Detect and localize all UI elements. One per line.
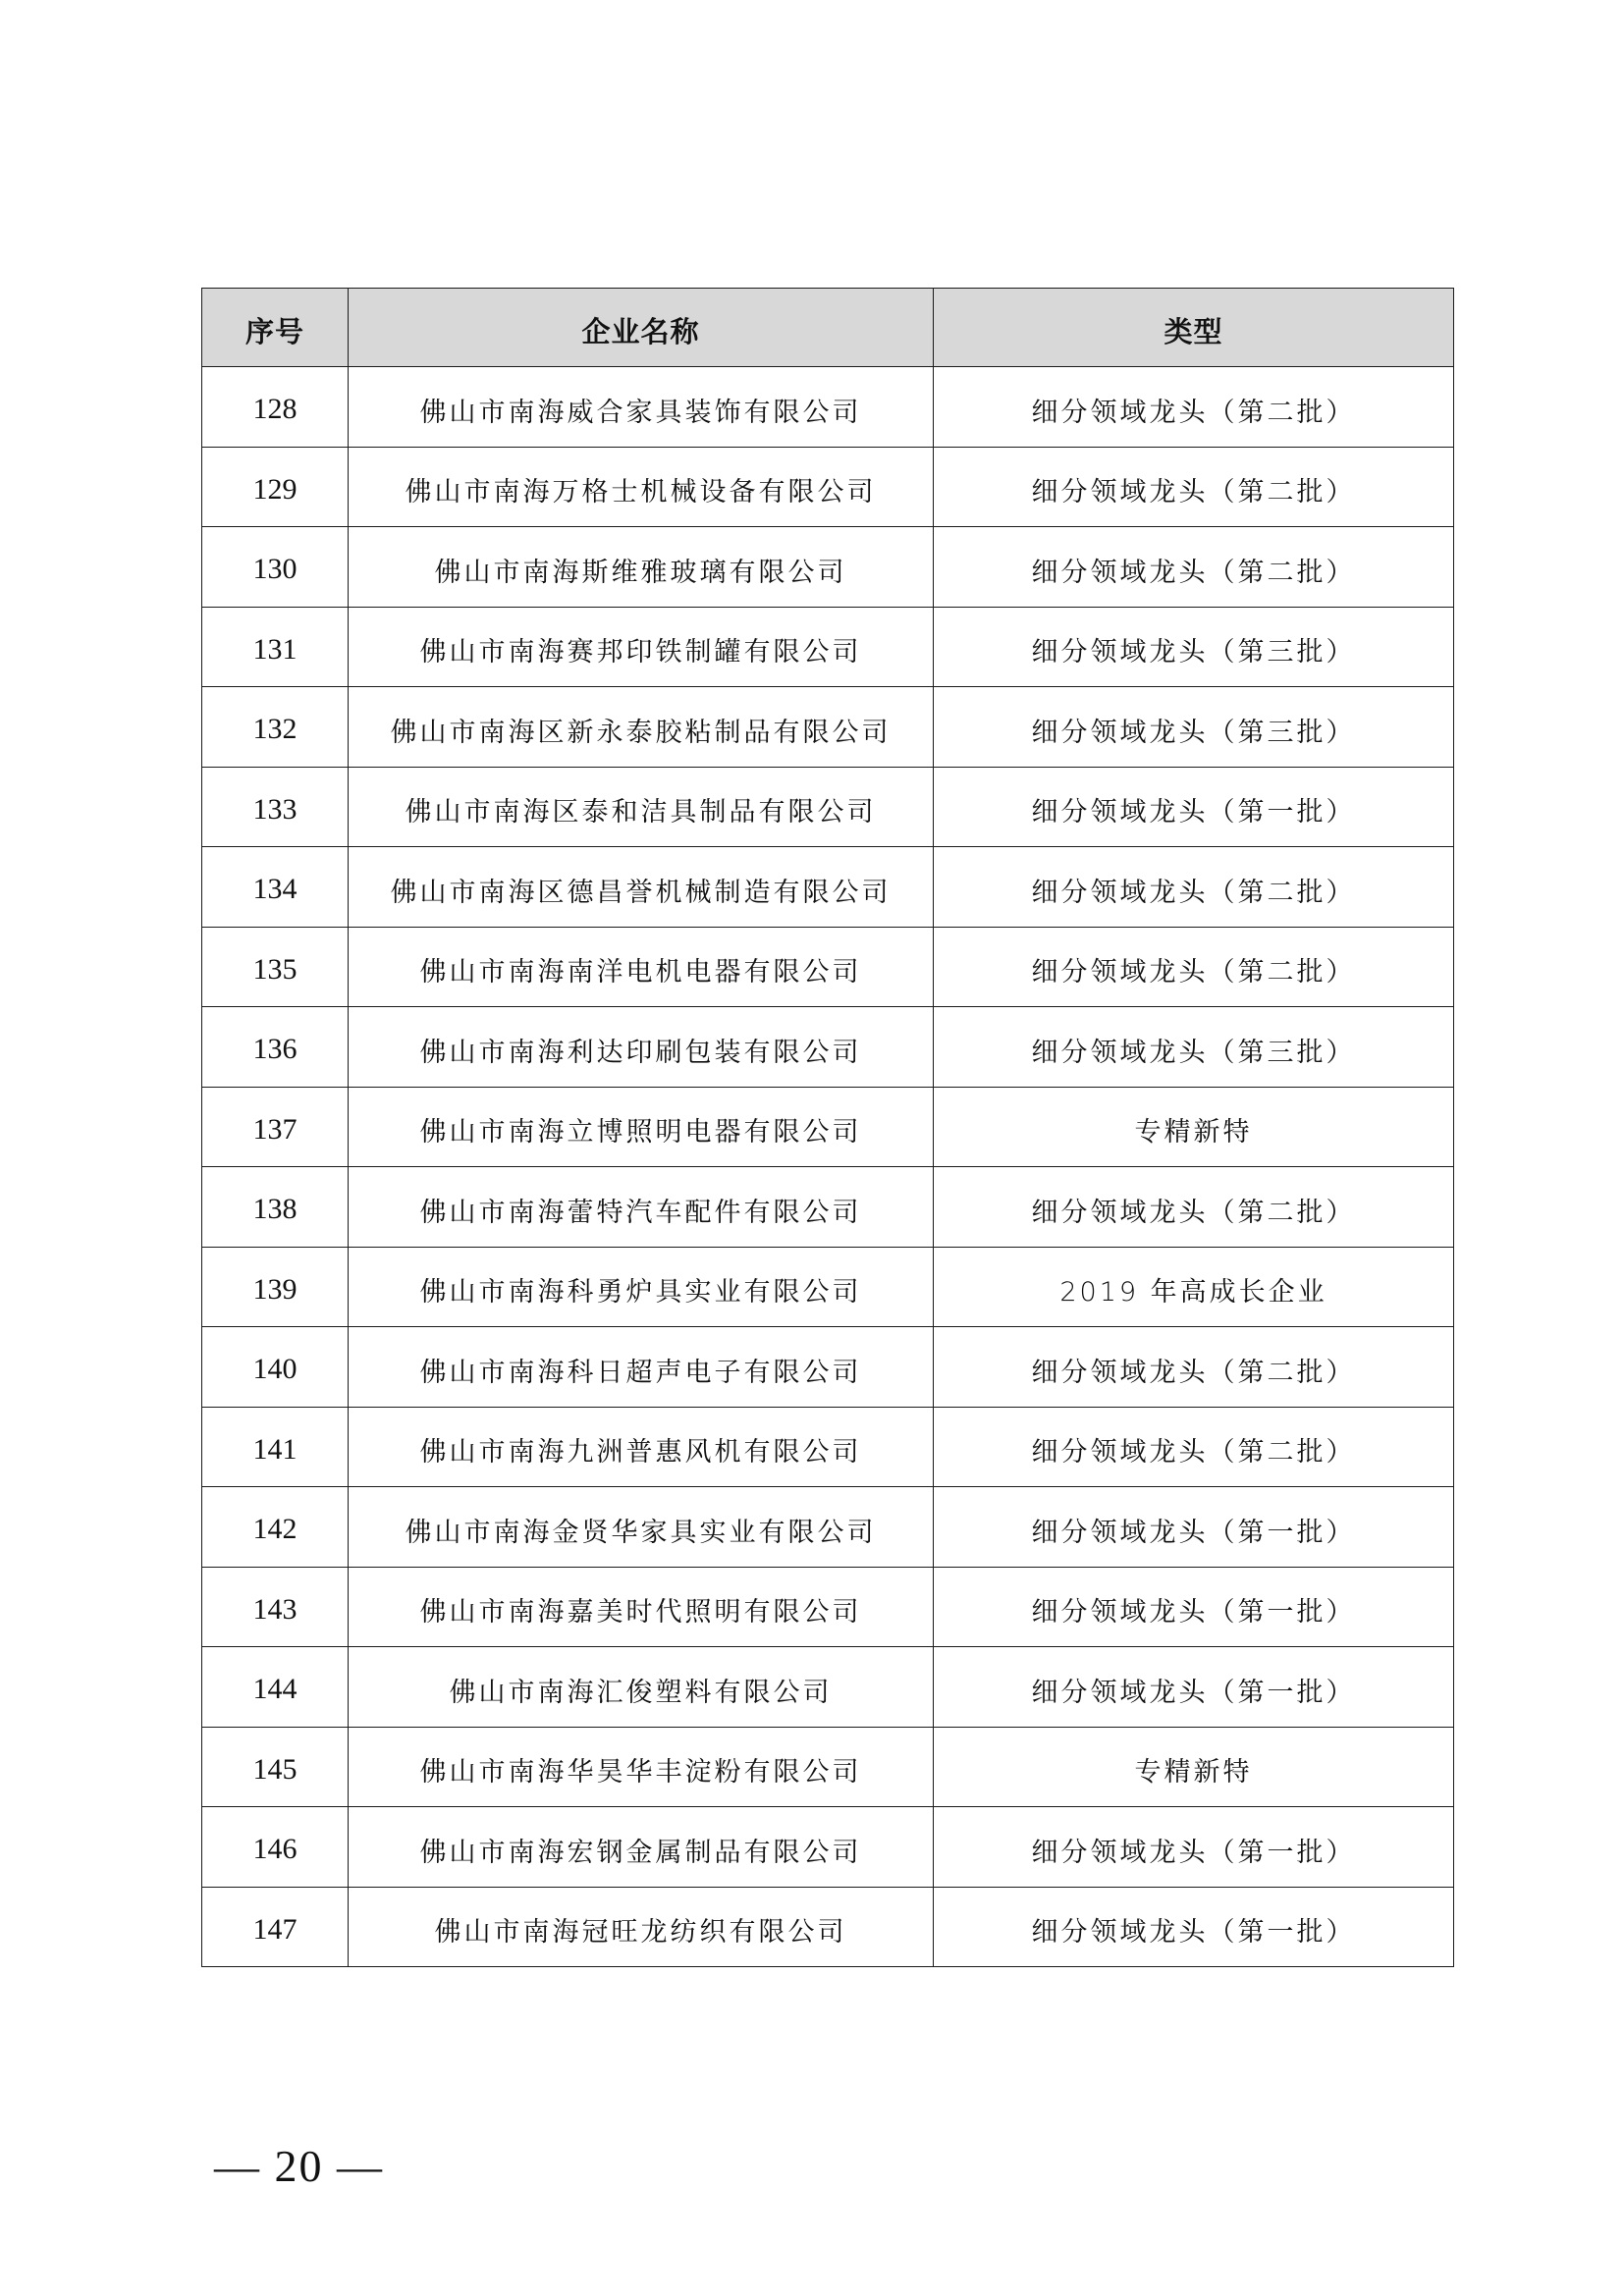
- cell-type: 细分领域龙头（第一批）: [934, 1567, 1454, 1647]
- cell-serial-number: 143: [202, 1567, 349, 1647]
- cell-enterprise-name: 佛山市南海南洋电机电器有限公司: [349, 927, 934, 1007]
- cell-type: 细分领域龙头（第二批）: [934, 847, 1454, 928]
- cell-enterprise-name: 佛山市南海金贤华家具实业有限公司: [349, 1487, 934, 1568]
- cell-serial-number: 130: [202, 527, 349, 608]
- table-row: [202, 1327, 1454, 1408]
- cell-serial-number: 146: [202, 1807, 349, 1888]
- cell-enterprise-name: 佛山市南海立博照明电器有限公司: [349, 1087, 934, 1167]
- cell-type: 细分领域龙头（第三批）: [934, 687, 1454, 768]
- cell-type: 专精新特: [934, 1087, 1454, 1167]
- table-row: [202, 1247, 1454, 1327]
- cell-serial-number: 147: [202, 1887, 349, 1967]
- cell-serial-number: 132: [202, 687, 349, 768]
- table-row: [202, 367, 1454, 448]
- table-row: [202, 527, 1454, 608]
- cell-type: 细分领域龙头（第二批）: [934, 447, 1454, 527]
- table-row: [202, 1727, 1454, 1807]
- table-row: [202, 1007, 1454, 1088]
- cell-type: 专精新特: [934, 1727, 1454, 1807]
- cell-serial-number: 134: [202, 847, 349, 928]
- cell-type: 细分领域龙头（第一批）: [934, 767, 1454, 847]
- cell-enterprise-name: 佛山市南海威合家具装饰有限公司: [349, 367, 934, 448]
- table-row: [202, 1647, 1454, 1728]
- cell-serial-number: 128: [202, 367, 349, 448]
- cell-enterprise-name: 佛山市南海科勇炉具实业有限公司: [349, 1247, 934, 1327]
- cell-type: 细分领域龙头（第二批）: [934, 1327, 1454, 1408]
- cell-enterprise-name: 佛山市南海蕾特汽车配件有限公司: [349, 1167, 934, 1248]
- cell-enterprise-name: 佛山市南海区新永泰胶粘制品有限公司: [349, 687, 934, 768]
- enterprise-table: [201, 288, 1454, 1967]
- table-row: [202, 1407, 1454, 1487]
- cell-enterprise-name: 佛山市南海九洲普惠风机有限公司: [349, 1407, 934, 1487]
- cell-serial-number: 129: [202, 447, 349, 527]
- cell-serial-number: 139: [202, 1247, 349, 1327]
- table-row: [202, 1567, 1454, 1647]
- cell-type: 细分领域龙头（第二批）: [934, 1407, 1454, 1487]
- table-row: [202, 1087, 1454, 1167]
- cell-type: 细分领域龙头（第二批）: [934, 927, 1454, 1007]
- cell-enterprise-name: 佛山市南海万格士机械设备有限公司: [349, 447, 934, 527]
- table-row: [202, 607, 1454, 687]
- cell-type: 细分领域龙头（第二批）: [934, 367, 1454, 448]
- table-row: [202, 447, 1454, 527]
- table-row: [202, 1167, 1454, 1248]
- header-type: 类型: [934, 289, 1454, 367]
- cell-enterprise-name: 佛山市南海汇俊塑料有限公司: [349, 1647, 934, 1728]
- table-row: [202, 847, 1454, 928]
- cell-enterprise-name: 佛山市南海赛邦印铁制罐有限公司: [349, 607, 934, 687]
- cell-serial-number: 144: [202, 1647, 349, 1728]
- cell-serial-number: 133: [202, 767, 349, 847]
- cell-type: 细分领域龙头（第三批）: [934, 607, 1454, 687]
- cell-enterprise-name: 佛山市南海嘉美时代照明有限公司: [349, 1567, 934, 1647]
- cell-type: 细分领域龙头（第一批）: [934, 1807, 1454, 1888]
- cell-serial-number: 142: [202, 1487, 349, 1568]
- cell-type: 细分领域龙头（第三批）: [934, 1007, 1454, 1088]
- header-row: [202, 289, 1454, 367]
- cell-enterprise-name: 佛山市南海区泰和洁具制品有限公司: [349, 767, 934, 847]
- table-row: [202, 1887, 1454, 1967]
- table-row: [202, 767, 1454, 847]
- cell-serial-number: 138: [202, 1167, 349, 1248]
- cell-type: 细分领域龙头（第一批）: [934, 1887, 1454, 1967]
- table-row: [202, 927, 1454, 1007]
- header-enterprise-name: 企业名称: [349, 289, 934, 367]
- cell-serial-number: 145: [202, 1727, 349, 1807]
- cell-serial-number: 141: [202, 1407, 349, 1487]
- header-serial-number: 序号: [202, 289, 349, 367]
- cell-enterprise-name: 佛山市南海宏钢金属制品有限公司: [349, 1807, 934, 1888]
- cell-serial-number: 135: [202, 927, 349, 1007]
- cell-enterprise-name: 佛山市南海华昊华丰淀粉有限公司: [349, 1727, 934, 1807]
- cell-serial-number: 137: [202, 1087, 349, 1167]
- cell-serial-number: 131: [202, 607, 349, 687]
- cell-enterprise-name: 佛山市南海科日超声电子有限公司: [349, 1327, 934, 1408]
- table-row: [202, 687, 1454, 768]
- cell-serial-number: 140: [202, 1327, 349, 1408]
- table-row: [202, 1807, 1454, 1888]
- table-body: [202, 367, 1454, 1967]
- cell-type: 细分领域龙头（第二批）: [934, 1167, 1454, 1248]
- cell-enterprise-name: 佛山市南海区德昌誉机械制造有限公司: [349, 847, 934, 928]
- cell-serial-number: 136: [202, 1007, 349, 1088]
- table-header: [202, 289, 1454, 367]
- cell-enterprise-name: 佛山市南海斯维雅玻璃有限公司: [349, 527, 934, 608]
- page-number: — 20 —: [214, 2141, 384, 2191]
- cell-type: 2019 年高成长企业: [934, 1247, 1454, 1327]
- cell-type: 细分领域龙头（第二批）: [934, 527, 1454, 608]
- table-row: [202, 1487, 1454, 1568]
- cell-enterprise-name: 佛山市南海冠旺龙纺织有限公司: [349, 1887, 934, 1967]
- cell-type: 细分领域龙头（第一批）: [934, 1487, 1454, 1568]
- cell-type: 细分领域龙头（第一批）: [934, 1647, 1454, 1728]
- cell-enterprise-name: 佛山市南海利达印刷包装有限公司: [349, 1007, 934, 1088]
